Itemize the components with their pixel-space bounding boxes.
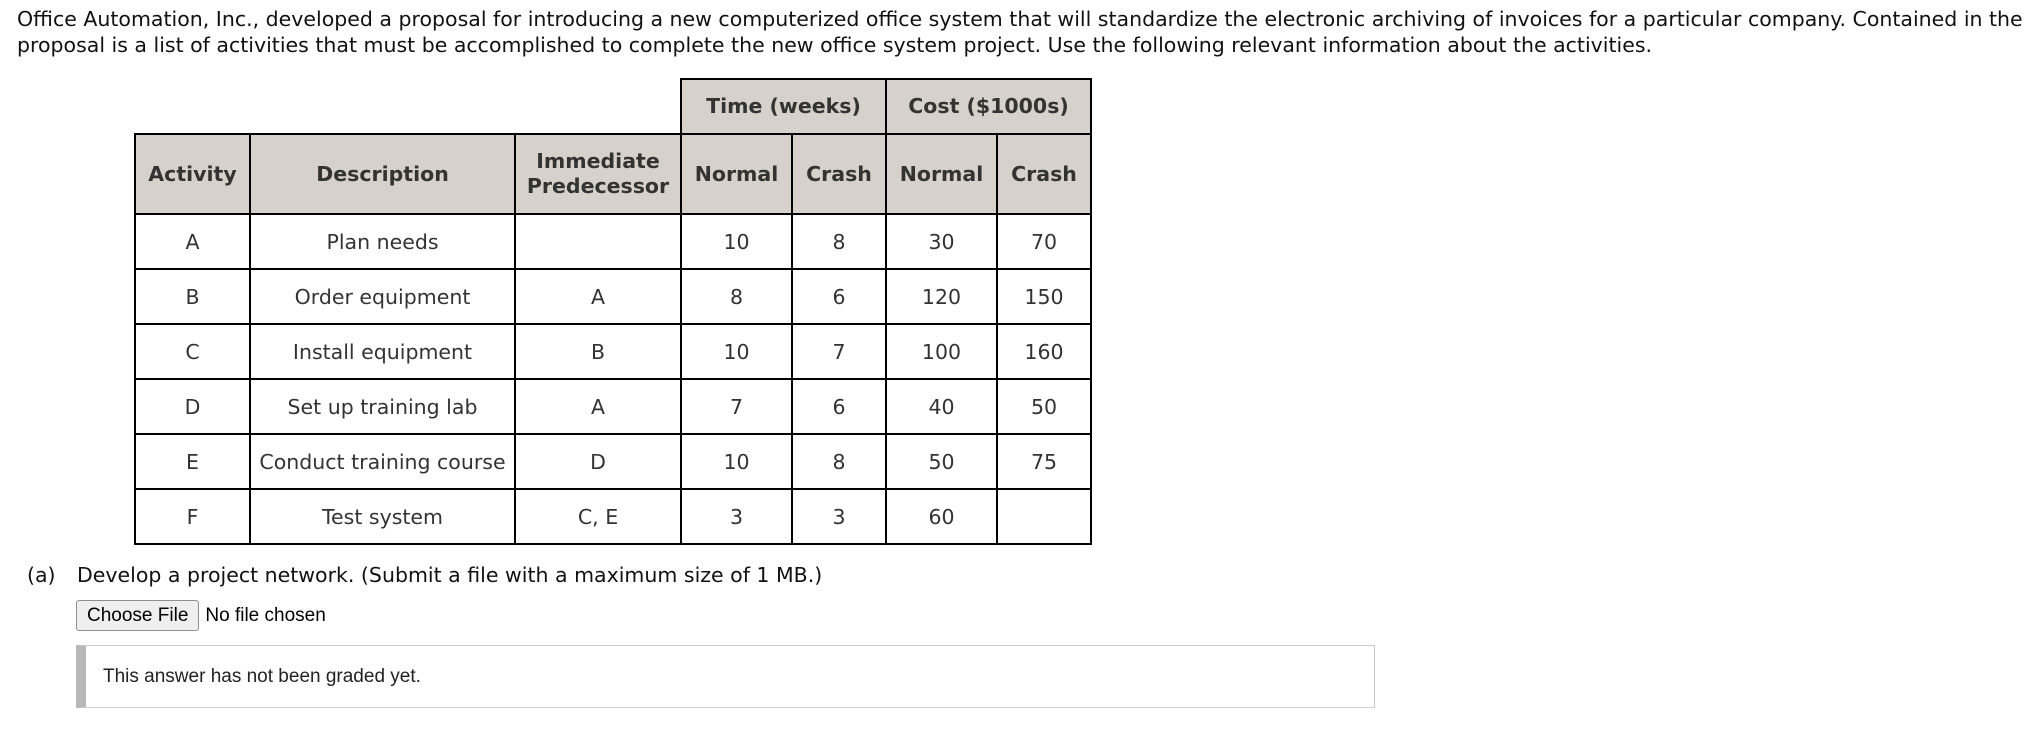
cost-normal-cell: 60 [886, 489, 997, 544]
description-cell: Order equipment [250, 269, 515, 324]
cost-crash-cell [997, 489, 1091, 544]
cost-normal-header: Normal [886, 134, 997, 214]
predecessor-header-line2: Predecessor [526, 174, 670, 198]
description-cell: Install equipment [250, 324, 515, 379]
table-row [135, 324, 1091, 379]
time-normal-cell: 10 [681, 214, 792, 269]
activity-cell: B [135, 269, 250, 324]
description-cell: Set up training lab [250, 379, 515, 434]
problem-intro: Office Automation, Inc., developed a proposal for introducing a new computerized office system that will standardize the electronic archiving of invoices for a particular company. Contained in the proposal is a list of activities that must be accomplished to complete the new office system project. Use the following relevant information about the activities. [17, 7, 2023, 57]
activity-table [134, 78, 1092, 545]
predecessor-cell: C, E [515, 489, 681, 544]
time-crash-cell: 3 [792, 489, 886, 544]
time-normal-header: Normal [681, 134, 792, 214]
cost-normal-cell: 120 [886, 269, 997, 324]
table-row [135, 489, 1091, 544]
cost-crash-header: Crash [997, 134, 1091, 214]
description-cell: Conduct training course [250, 434, 515, 489]
time-crash-cell: 8 [792, 214, 886, 269]
blank-cell [515, 79, 681, 134]
activity-cell: A [135, 214, 250, 269]
choose-file-button[interactable]: Choose File [76, 600, 199, 631]
description-cell: Test system [250, 489, 515, 544]
description-header: Description [250, 134, 515, 214]
file-status-text: No file chosen [205, 604, 326, 626]
file-upload [76, 600, 326, 631]
grade-status-box [76, 645, 1375, 708]
cost-normal-cell: 100 [886, 324, 997, 379]
cost-crash-cell: 160 [997, 324, 1091, 379]
predecessor-cell: B [515, 324, 681, 379]
activity-cell: C [135, 324, 250, 379]
predecessor-cell [515, 214, 681, 269]
blank-cell [135, 79, 250, 134]
time-normal-cell: 3 [681, 489, 792, 544]
question-text: Develop a project network. (Submit a file with a maximum size of 1 MB.) [77, 563, 823, 587]
activity-cell: E [135, 434, 250, 489]
table-row [135, 214, 1091, 269]
cost-crash-cell: 70 [997, 214, 1091, 269]
cost-normal-cell: 50 [886, 434, 997, 489]
table-header-row [135, 134, 1091, 214]
time-crash-cell: 6 [792, 269, 886, 324]
activity-cell: D [135, 379, 250, 434]
time-normal-cell: 10 [681, 324, 792, 379]
cost-group-header: Cost ($1000s) [886, 79, 1091, 134]
predecessor-header-line1: Immediate [536, 149, 660, 173]
predecessor-cell: D [515, 434, 681, 489]
table-row [135, 379, 1091, 434]
grade-status-text: This answer has not been graded yet. [103, 665, 421, 687]
time-normal-cell: 7 [681, 379, 792, 434]
time-crash-cell: 6 [792, 379, 886, 434]
time-normal-cell: 8 [681, 269, 792, 324]
cost-crash-cell: 50 [997, 379, 1091, 434]
cost-normal-cell: 30 [886, 214, 997, 269]
table-row [135, 434, 1091, 489]
table-row [135, 269, 1091, 324]
cost-crash-cell: 75 [997, 434, 1091, 489]
time-group-header: Time (weeks) [681, 79, 886, 134]
question-a [27, 562, 822, 588]
activity-header: Activity [135, 134, 250, 214]
predecessor-cell: A [515, 269, 681, 324]
blank-cell [250, 79, 515, 134]
cost-crash-cell: 150 [997, 269, 1091, 324]
predecessor-cell: A [515, 379, 681, 434]
time-crash-cell: 8 [792, 434, 886, 489]
activity-cell: F [135, 489, 250, 544]
table-group-header-row [135, 79, 1091, 134]
cost-normal-cell: 40 [886, 379, 997, 434]
time-normal-cell: 10 [681, 434, 792, 489]
time-crash-header: Crash [792, 134, 886, 214]
question-label: (a) [27, 563, 56, 587]
time-crash-cell: 7 [792, 324, 886, 379]
predecessor-header [515, 134, 681, 214]
description-cell: Plan needs [250, 214, 515, 269]
